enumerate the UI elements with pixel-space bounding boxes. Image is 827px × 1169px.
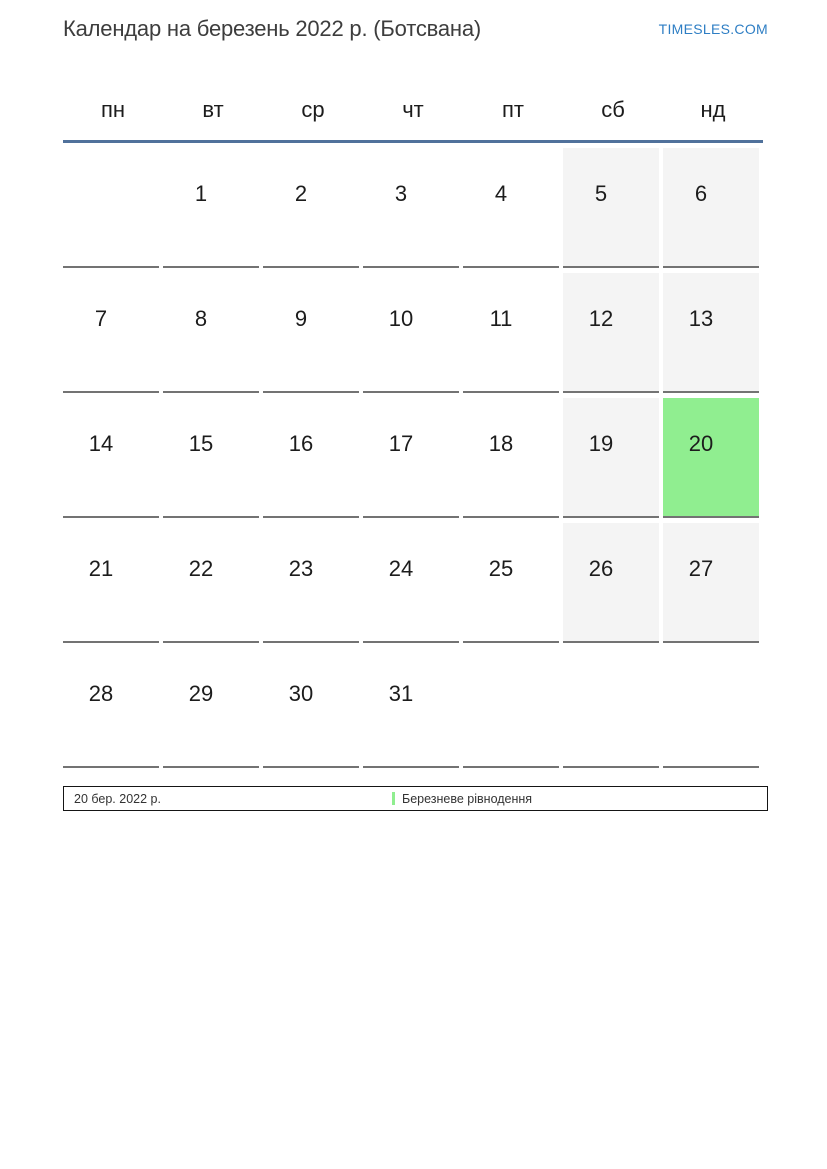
weekday-label-4: чт xyxy=(402,97,424,122)
day-cell-13: 13 xyxy=(663,273,759,393)
page-header xyxy=(63,16,768,42)
day-cell-18: 18 xyxy=(463,398,559,518)
weekday-label-7: нд xyxy=(700,97,726,122)
day-cell-3: 3 xyxy=(363,148,459,268)
day-cell-2: 2 xyxy=(263,148,359,268)
day-cell-27: 27 xyxy=(663,523,759,643)
day-cell-28: 28 xyxy=(63,648,159,768)
day-cell-11: 11 xyxy=(463,273,559,393)
day-cell-16: 16 xyxy=(263,398,359,518)
day-cell-empty xyxy=(663,648,759,768)
day-cell-14: 14 xyxy=(63,398,159,518)
day-cell-29: 29 xyxy=(163,648,259,768)
day-cell-empty xyxy=(63,148,159,268)
weekday-header-row xyxy=(63,80,763,140)
weekday-label-2: вт xyxy=(202,97,224,122)
day-cell-20-highlighted: 20 xyxy=(663,398,759,518)
day-cell-9: 9 xyxy=(263,273,359,393)
legend-event xyxy=(392,792,532,806)
day-cell-17: 17 xyxy=(363,398,459,518)
legend-date: 20 бер. 2022 р. xyxy=(74,791,161,806)
day-cell-8: 8 xyxy=(163,273,259,393)
day-cell-7: 7 xyxy=(63,273,159,393)
day-cell-1: 1 xyxy=(163,148,259,268)
calendar-grid xyxy=(63,148,763,773)
calendar-table xyxy=(63,80,763,773)
site-link[interactable]: TIMESLES.COM xyxy=(658,21,768,37)
day-cell-30: 30 xyxy=(263,648,359,768)
day-cell-22: 22 xyxy=(163,523,259,643)
weekday-label-1: пн xyxy=(100,97,126,122)
day-cell-23: 23 xyxy=(263,523,359,643)
legend-event-label: Березневе рівнодення xyxy=(402,791,533,806)
day-cell-5: 5 xyxy=(563,148,659,268)
day-cell-24: 24 xyxy=(363,523,459,643)
day-cell-26: 26 xyxy=(563,523,659,643)
day-cell-10: 10 xyxy=(363,273,459,393)
event-marker-icon xyxy=(392,792,395,805)
day-cell-31: 31 xyxy=(363,648,459,768)
page-title: Календар на березень 2022 р. (Ботсвана) xyxy=(63,16,482,41)
day-cell-12: 12 xyxy=(563,273,659,393)
day-cell-4: 4 xyxy=(463,148,559,268)
day-cell-15: 15 xyxy=(163,398,259,518)
day-cell-21: 21 xyxy=(63,523,159,643)
legend-box xyxy=(63,786,768,811)
day-cell-empty xyxy=(463,648,559,768)
header-divider-line xyxy=(63,140,763,143)
weekday-label-5: пт xyxy=(502,97,524,122)
day-cell-empty xyxy=(563,648,659,768)
weekday-label-3: ср xyxy=(301,97,325,122)
day-cell-6: 6 xyxy=(663,148,759,268)
day-cell-19: 19 xyxy=(563,398,659,518)
day-cell-25: 25 xyxy=(463,523,559,643)
weekday-label-6: сб xyxy=(601,97,625,122)
